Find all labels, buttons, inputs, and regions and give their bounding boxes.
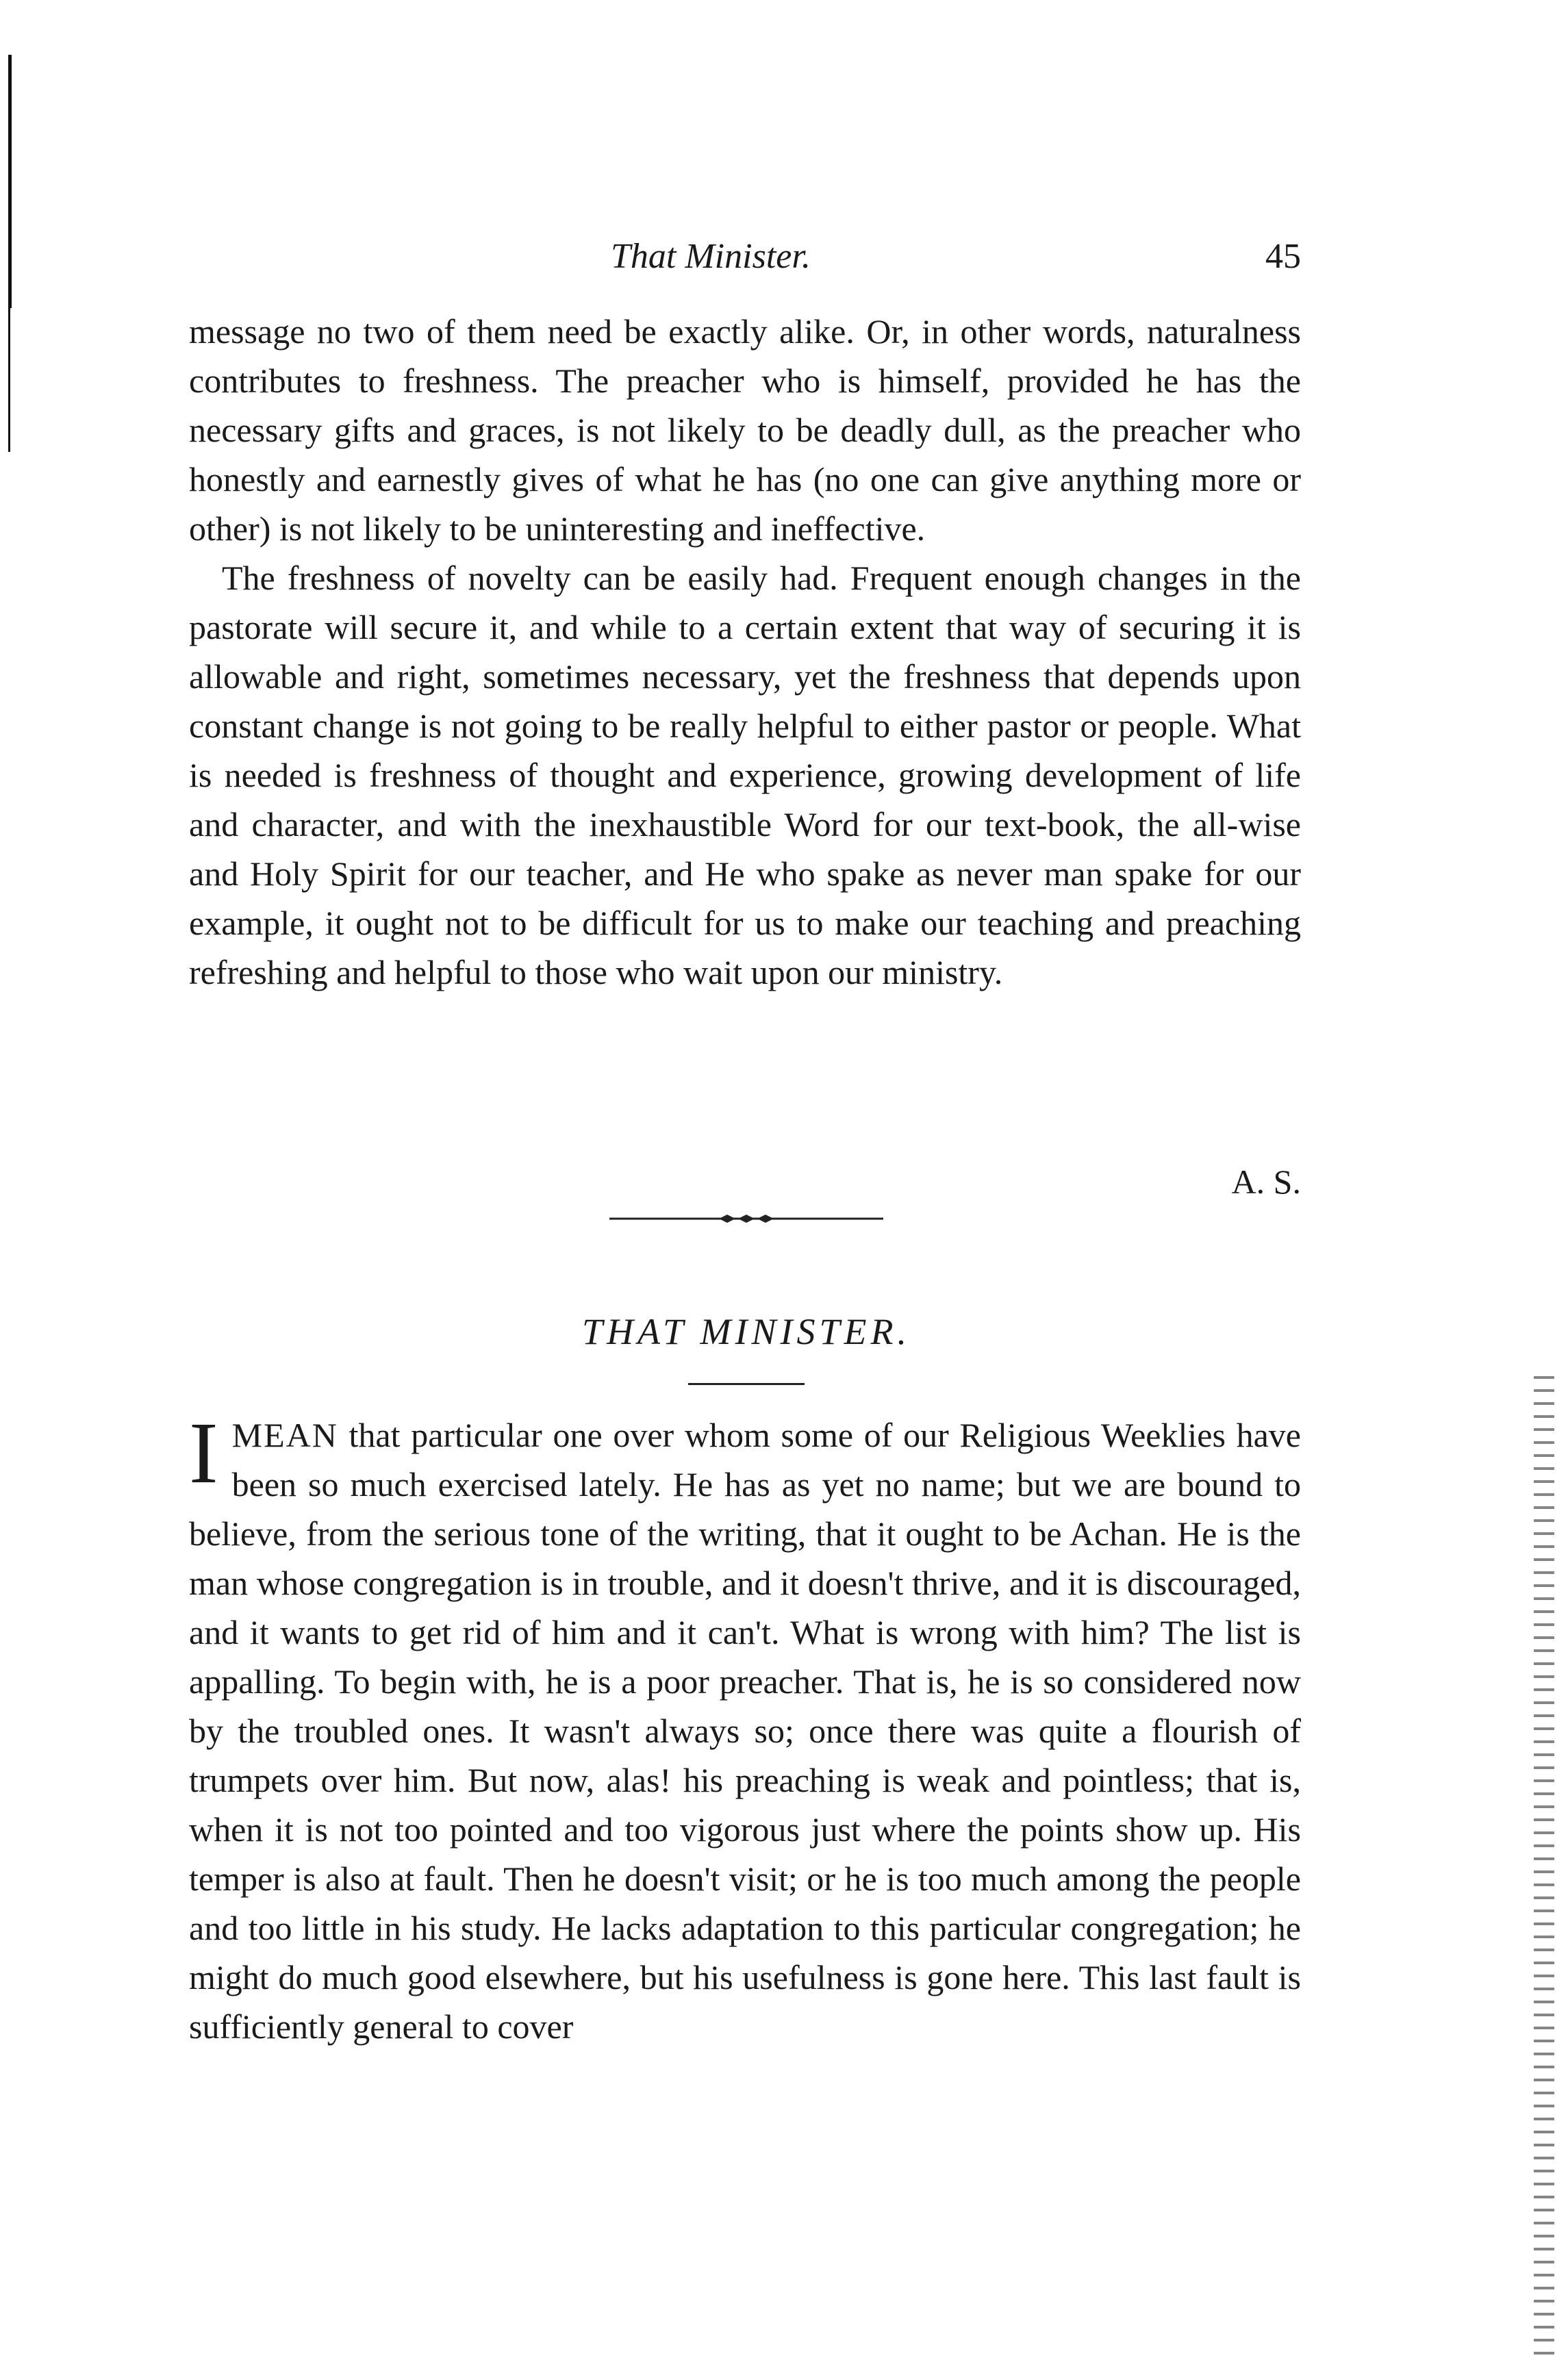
scan-edge-noise xyxy=(1534,1376,1554,2362)
paragraph: The freshness of novelty can be easily had. Frequent enough changes in the pastorate will secure it, and while to a certain extent that way of securing it is allowable and right, sometimes necessary, yet the freshness that depends upon constant change is not going to be really helpful to either pastor or people. What is needed is freshness of thought and experience, growing development of life and character, and with the inexhaustible Word for our text-book, the all-wise and Holy Spirit for our teacher, and He who spake as never man spake for our example, it ought not to be difficult for us to make our teaching and preaching refreshing and helpful to those who wait upon our ministry. xyxy=(189,559,1301,991)
previous-article-text xyxy=(189,307,1301,997)
article-body xyxy=(189,1404,1301,2051)
running-title: That Minister. xyxy=(611,237,811,276)
article-title: THAT MINISTER. xyxy=(581,1311,911,1352)
page-number: 45 xyxy=(1265,237,1301,276)
title-rule xyxy=(688,1383,805,1385)
paragraph: message no two of them need be exactly alike. Or, in other words, naturalness contributes to freshness. The preacher who is himself, provided he has the necessary gifts and graces, is not likely to be deadly dull, as the preacher who honestly and earnestly gives of what he has (no one can give anything more or other) is not likely to be uninteresting and ineffective. xyxy=(189,312,1301,548)
drop-cap: I xyxy=(189,1404,218,1501)
lead-caps: MEAN xyxy=(231,1416,338,1454)
scan-edge-mark xyxy=(8,308,10,452)
scan-edge-mark xyxy=(8,55,12,308)
paragraph xyxy=(189,1404,1301,2051)
section-divider-ornament xyxy=(609,1212,883,1226)
author-signature: A. S. xyxy=(1231,1163,1301,1201)
paragraph-text: that particular one over whom some of our Religious Weeklies have been so much exercised lately. He has as yet no name; but we are bound to believe, from the serious tone of the writing, that it ought to be Achan. He is the man whose congregation is in trouble, and it doesn't thrive, and it is discouraged, and it wants to get rid of him and it can't. What is wrong with him? The list is appalling. To begin with, he is a poor preacher. That is, he is so considered now by the troubled ones. It wasn't always so; once there was quite a flourish of trumpets over him. But now, alas! his preaching is weak and pointless; that is, when it is not too pointed and too vigorous just where the points show up. His temper is also at fault. Then he doesn't visit; or he is too much among the people and too little in his study. He lacks adaptation to this particular congregation; he might do much good elsewhere, but his usefulness is gone here. This last fault is sufficiently general to cover xyxy=(189,1416,1301,2046)
page-header xyxy=(192,229,1301,284)
